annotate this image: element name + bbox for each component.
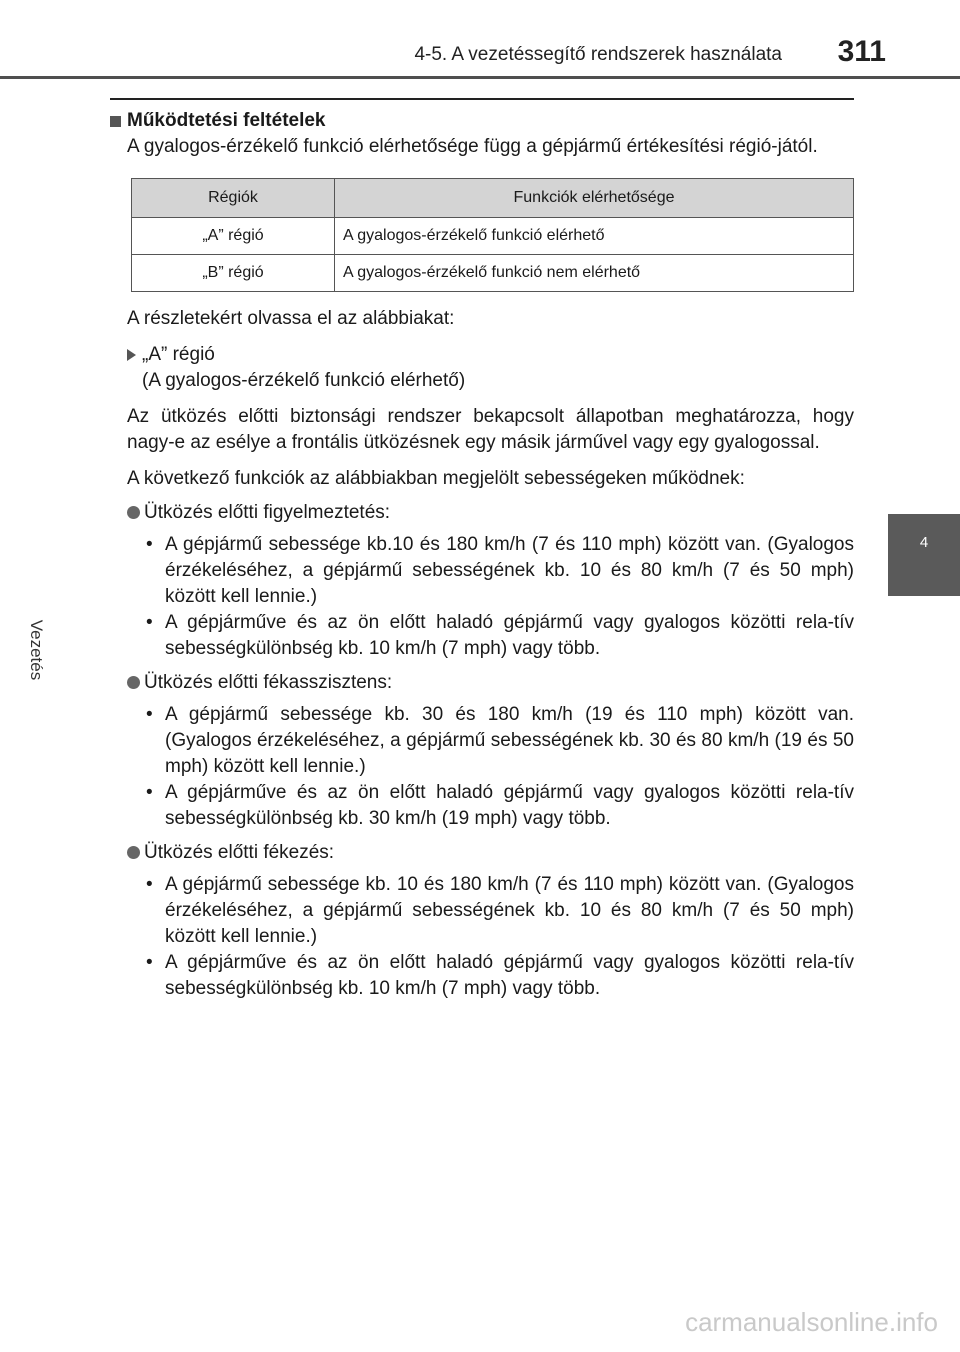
list-item-text: A gépjármű sebessége kb. 30 és 180 km/h (19 és 110 mph) között van. (Gyalogos érzékeléséhez, a gépjármű sebességének kb. 30 és 80 km/h (19 és 50 mph) között kell lennie.) bbox=[165, 704, 854, 777]
paragraph: Az ütközés előtti biztonsági rendszer bekapcsolt állapotban meghatározza, hogy nagy-e az esélye a frontális ütközésnek egy másik járművel vagy egy gyalogossal. bbox=[127, 406, 854, 453]
list-item-text: A gépjárműve és az ön előtt haladó gépjármű vagy gyalogos közötti rela-tív sebességkülönbség kb. 10 km/h (7 mph) vagy több. bbox=[165, 612, 854, 659]
list-item bbox=[110, 532, 854, 610]
header-title: 4-5. A vezetéssegítő rendszerek használata bbox=[414, 44, 782, 65]
function-heading bbox=[110, 500, 854, 526]
bullet-dot: • bbox=[146, 534, 153, 555]
see-below-text: A részletekért olvassa el az alábbiakat: bbox=[127, 308, 455, 329]
table-row bbox=[132, 255, 854, 292]
paragraph: A következő funkciók az alábbiakban megjelölt sebességeken működnek: bbox=[127, 468, 745, 489]
function-heading bbox=[110, 840, 854, 866]
function-title: Ütközés előtti figyelmeztetés: bbox=[144, 502, 391, 523]
page-number: 311 bbox=[837, 35, 886, 68]
circle-bullet-icon bbox=[127, 846, 140, 859]
watermark[interactable]: carmanualsonline.info bbox=[685, 1307, 938, 1337]
square-bullet-icon bbox=[110, 116, 121, 127]
table-row bbox=[132, 218, 854, 255]
page-content bbox=[110, 98, 854, 1002]
header-rule bbox=[0, 76, 960, 79]
region-a-title: „A” régió bbox=[142, 344, 215, 365]
regions-table bbox=[131, 178, 854, 292]
list-item-text: A gépjárműve és az ön előtt haladó gépjármű vagy gyalogos közötti rela-tív sebességkülönbség kb. 30 km/h (19 mph) vagy több. bbox=[165, 782, 854, 829]
section-heading-text: Működtetési feltételek bbox=[127, 110, 326, 131]
circle-bullet-icon bbox=[127, 506, 140, 519]
bullet-dot: • bbox=[146, 704, 153, 725]
function-title: Ütközés előtti fékasszisztens: bbox=[144, 672, 393, 693]
list-item bbox=[110, 702, 854, 780]
region-a-item bbox=[110, 342, 854, 394]
list-item bbox=[110, 872, 854, 950]
list-item-text: A gépjármű sebessége kb. 10 és 180 km/h (7 és 110 mph) között van. (Gyalogos érzékeléséhez, a gépjármű sebességének kb. 10 és 80 km/h (7 és 50 mph) között kell lennie.) bbox=[165, 874, 854, 947]
triangle-arrow-icon bbox=[127, 349, 136, 361]
table-cell: „A” régió bbox=[132, 218, 335, 255]
section-intro: A gyalogos-érzékelő funkció elérhetősége függ a gépjármű értékesítési régió-jától. bbox=[127, 136, 818, 157]
region-a-subtitle: (A gyalogos-érzékelő funkció elérhető) bbox=[142, 370, 466, 391]
bullet-dot: • bbox=[146, 874, 153, 895]
table-cell: „B” régió bbox=[132, 255, 335, 292]
table-cell: A gyalogos-érzékelő funkció nem elérhető bbox=[335, 255, 854, 292]
chapter-tab bbox=[888, 514, 960, 596]
bullet-dot: • bbox=[146, 612, 153, 633]
function-title: Ütközés előtti fékezés: bbox=[144, 842, 335, 863]
chapter-number: 4 bbox=[919, 534, 929, 551]
list-item-text: A gépjármű sebessége kb.10 és 180 km/h (7 és 110 mph) között van. (Gyalogos érzékeléséhez, a gépjármű sebességének kb. 10 és 80 km/h (7 és 50 mph) között kell lennie.) bbox=[165, 534, 854, 607]
section-heading bbox=[110, 108, 854, 134]
section-rule bbox=[110, 98, 854, 100]
function-heading bbox=[110, 670, 854, 696]
list-item-text: A gépjárműve és az ön előtt haladó gépjármű vagy gyalogos közötti rela-tív sebességkülönbség kb. 10 km/h (7 mph) vagy több. bbox=[165, 952, 854, 999]
list-item bbox=[110, 610, 854, 662]
table-cell: A gyalogos-érzékelő funkció elérhető bbox=[335, 218, 854, 255]
chapter-label: Vezetés bbox=[27, 619, 46, 681]
table-header-cell: Funkciók elérhetősége bbox=[335, 179, 854, 218]
list-item bbox=[110, 780, 854, 832]
circle-bullet-icon bbox=[127, 676, 140, 689]
bullet-dot: • bbox=[146, 952, 153, 973]
table-header-row bbox=[132, 179, 854, 218]
bullet-dot: • bbox=[146, 782, 153, 803]
table-header-cell: Régiók bbox=[132, 179, 335, 218]
list-item bbox=[110, 950, 854, 1002]
